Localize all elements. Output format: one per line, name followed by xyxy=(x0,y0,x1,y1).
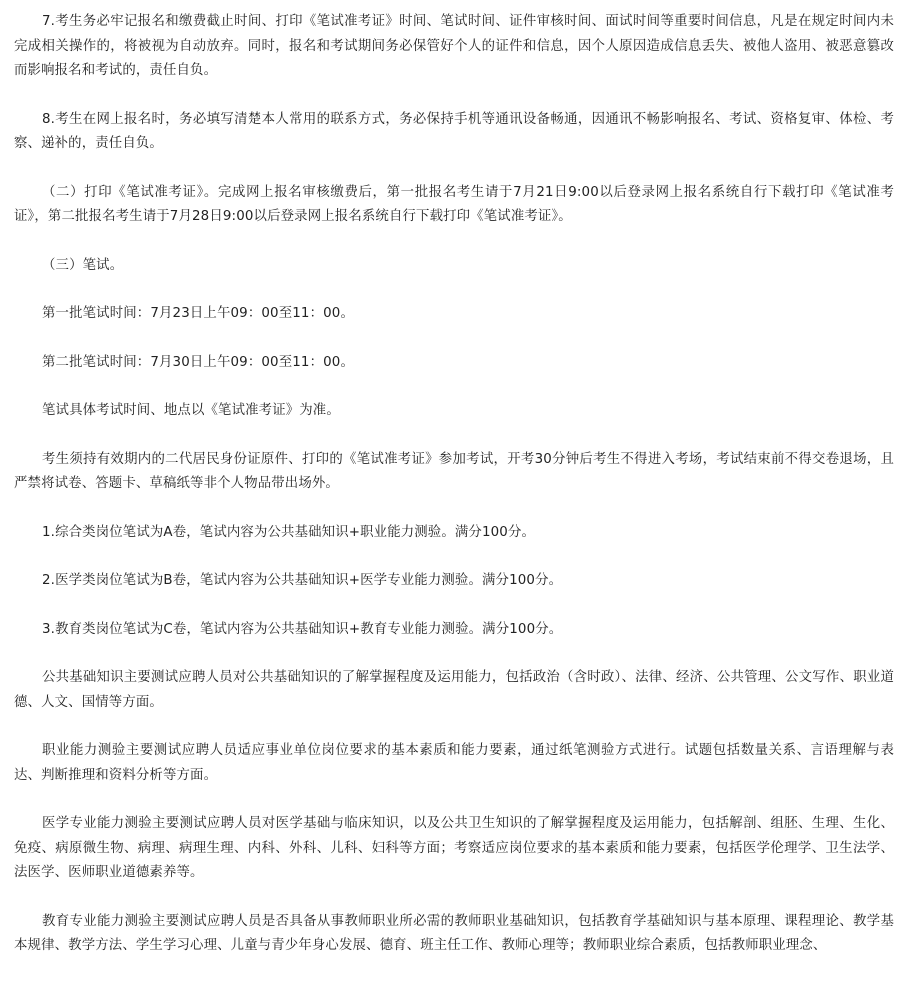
paragraph-exam-rules: 考生须持有效期内的二代居民身份证原件、打印的《笔试准考证》参加考试，开考30分钟后考生不得进入考场，考试结束前不得交卷退场，且严禁将试卷、答题卡、草稿纸等非个人物品带出场外。 xyxy=(14,451,894,491)
document-body xyxy=(14,10,894,983)
paragraph-exam-location: 笔试具体考试时间、地点以《笔试准考证》为准。 xyxy=(42,403,340,418)
paragraph-print-admission-ticket: （二）打印《笔试准考证》。完成网上报名审核缴费后，第一批报名考生请于7月21日9:00以后登录网上报名系统自行下载打印《笔试准考证》，第二批报名考生请于7月28日9:00以后登录网上报名系统自行下载打印《笔试准考证》。 xyxy=(14,184,894,224)
paragraph-notice-7: 7.考生务必牢记报名和缴费截止时间、打印《笔试准考证》时间、笔试时间、证件审核时间、面试时间等重要时间信息，凡是在规定时间内未完成相关操作的，将被视为自动放弃。同时，报名和考试期间务必保管好个人的证件和信息，因个人原因造成信息丢失、被他人盗用、被恶意篡改而影响报名和考试的，责任自负。 xyxy=(14,14,894,78)
paragraph-public-knowledge: 公共基础知识主要测试应聘人员对公共基础知识的了解掌握程度及运用能力，包括政治（含时政）、法律、经济、公共管理、公文写作、职业道德、人文、国情等方面。 xyxy=(14,670,894,710)
paragraph-education-ability: 教育专业能力测验主要测试应聘人员是否具备从事教师职业所必需的教师职业基础知识，包括教育学基础知识与基本原理、课程理论、教学基本规律、教学方法、学生学习心理、儿童与青少年身心发展、德育、班主任工作、教师心理等；教师职业综合素质，包括教师职业理念、 xyxy=(14,913,894,953)
paragraph-vocational-ability: 职业能力测验主要测试应聘人员适应事业单位岗位要求的基本素质和能力要素，通过纸笔测验方式进行。试题包括数量关系、言语理解与表达、判断推理和资料分析等方面。 xyxy=(14,743,894,783)
paragraph-first-batch-time: 第一批笔试时间：7月23日上午09：00至11：00。 xyxy=(42,306,355,321)
paragraph-notice-8: 8.考生在网上报名时，务必填写清楚本人常用的联系方式，务必保持手机等通讯设备畅通，因通讯不畅影响报名、考试、资格复审、体检、考察、递补的，责任自负。 xyxy=(14,111,894,151)
paragraph-medical-ability: 医学专业能力测验主要测试应聘人员对医学基础与临床知识，以及公共卫生知识的了解掌握程度及运用能力，包括解剖、组胚、生理、生化、免疫、病原微生物、病理、病理生理、内科、外科、儿科、妇科等方面；考察适应岗位要求的基本素质和能力要素，包括医学伦理学、卫生法学、法医学、医师职业道德素养等。 xyxy=(14,816,894,880)
paragraph-second-batch-time: 第二批笔试时间：7月30日上午09：00至11：00。 xyxy=(42,354,355,370)
paragraph-paper-b: 2.医学类岗位笔试为B卷，笔试内容为公共基础知识+医学专业能力测验。满分100分。 xyxy=(42,573,563,588)
paragraph-paper-a: 1.综合类岗位笔试为A卷，笔试内容为公共基础知识+职业能力测验。满分100分。 xyxy=(42,524,536,540)
paragraph-paper-c: 3.教育类岗位笔试为C卷，笔试内容为公共基础知识+教育专业能力测验。满分100分。 xyxy=(42,621,563,637)
section-heading-written-exam: （三）笔试。 xyxy=(42,257,124,273)
